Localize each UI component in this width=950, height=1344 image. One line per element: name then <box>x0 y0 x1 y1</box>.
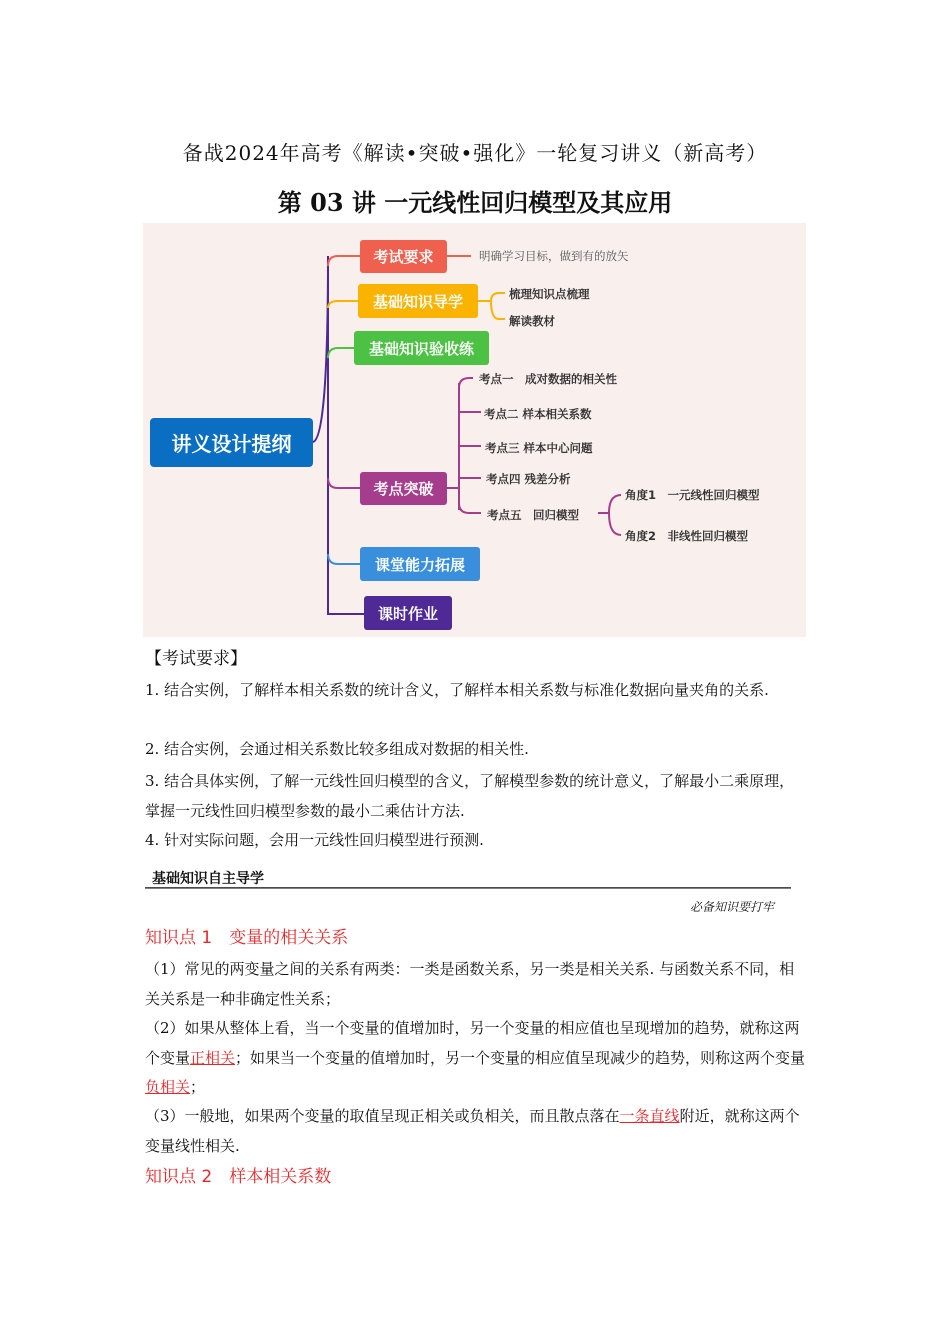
text: 附近，就称这两个变量线性相关. <box>145 1107 800 1155</box>
branch-exam-requirements: 考试要求 <box>360 240 447 273</box>
text: ；如果当一个变量的值增加时，另一个变量的相应值呈现减少的趋势，则称这两个变量 <box>235 1048 806 1067</box>
text: ； <box>190 1078 206 1096</box>
branch-classroom-extension: 课堂能力拓展 <box>360 547 480 581</box>
mindmap-root: 讲义设计提纲 <box>150 418 313 467</box>
branch-key-points: 考点突破 <box>360 472 447 505</box>
section-divider <box>145 887 791 889</box>
section-banner-title: 基础知识自主导学 <box>152 871 264 887</box>
exam-item: 4. 针对实际问题，会用一元线性回归模型进行预测. <box>145 831 484 849</box>
text: （3）一般地，如果两个变量的取值呈现正相关或负相关，而且散点落在 <box>145 1107 620 1125</box>
exam-requirements-heading: 【考试要求】 <box>145 649 247 669</box>
mindmap-leaf: 考点五 回归模型 <box>487 508 579 522</box>
mindmap-leaf: 解读教材 <box>509 314 555 328</box>
exam-item: 3. 结合具体实例，了解一元线性回归模型的含义，了解模型参数的统计意义，了解最小二乘原理，掌握一元线性回归模型参数的最小二乘估计方法. <box>145 772 795 820</box>
section-banner-motto: 必备知识要打牢 <box>690 900 775 914</box>
mindmap-leaf: 角度1 一元线性回归模型 <box>625 488 760 502</box>
branch-homework: 课时作业 <box>364 596 452 630</box>
text: （2）如果从整体上看，当一个变量的值增加时，另一个变量的相应值也呈现增加的趋势，就称这两个变量 <box>145 1019 800 1067</box>
mindmap-leaf: 考点二 样本相关系数 <box>484 407 592 421</box>
mindmap-leaf: 明确学习目标，做到有的放矢 <box>479 249 629 263</box>
kp1-paragraph-1: （1）常见的两变量之间的关系有两类：一类是函数关系，另一类是相关关系. 与函数关系不同，相关关系是一种非确定性关系； <box>145 960 795 1008</box>
document-title: 第 03 讲 一元线性回归模型及其应用 <box>277 188 673 217</box>
term-positive-correlation: 正相关 <box>190 1048 236 1067</box>
term-negative-correlation: 负相关 <box>145 1078 191 1096</box>
mindmap-leaf: 考点四 残差分析 <box>486 472 571 486</box>
branch-knowledge-check: 基础知识验收练 <box>354 331 489 365</box>
branch-basic-knowledge: 基础知识导学 <box>358 284 478 318</box>
kp1-paragraph-2 <box>145 1014 807 1103</box>
knowledge-point-2-title: 知识点 2 样本相关系数 <box>145 1167 332 1187</box>
mindmap-leaf: 考点三 样本中心问题 <box>485 441 593 455</box>
kp1-paragraph-3 <box>145 1102 807 1161</box>
outline-mindmap <box>143 223 806 637</box>
exam-item: 1. 结合实例，了解样本相关系数的统计含义，了解样本相关系数与标准化数据向量夹角的关系. <box>145 681 769 699</box>
knowledge-point-1-title: 知识点 1 变量的相关关系 <box>145 928 349 948</box>
document-subtitle: 备战2024年高考《解读•突破•强化》一轮复习讲义（新高考） <box>182 141 768 165</box>
exam-item: 2. 结合实例，会通过相关系数比较多组成对数据的相关性. <box>145 740 529 758</box>
mindmap-leaf: 考点一 成对数据的相关性 <box>479 372 617 386</box>
mindmap-leaf: 角度2 非线性回归模型 <box>625 529 749 543</box>
term-straight-line: 一条直线 <box>619 1107 680 1125</box>
mindmap-leaf: 梳理知识点梳理 <box>509 287 590 301</box>
